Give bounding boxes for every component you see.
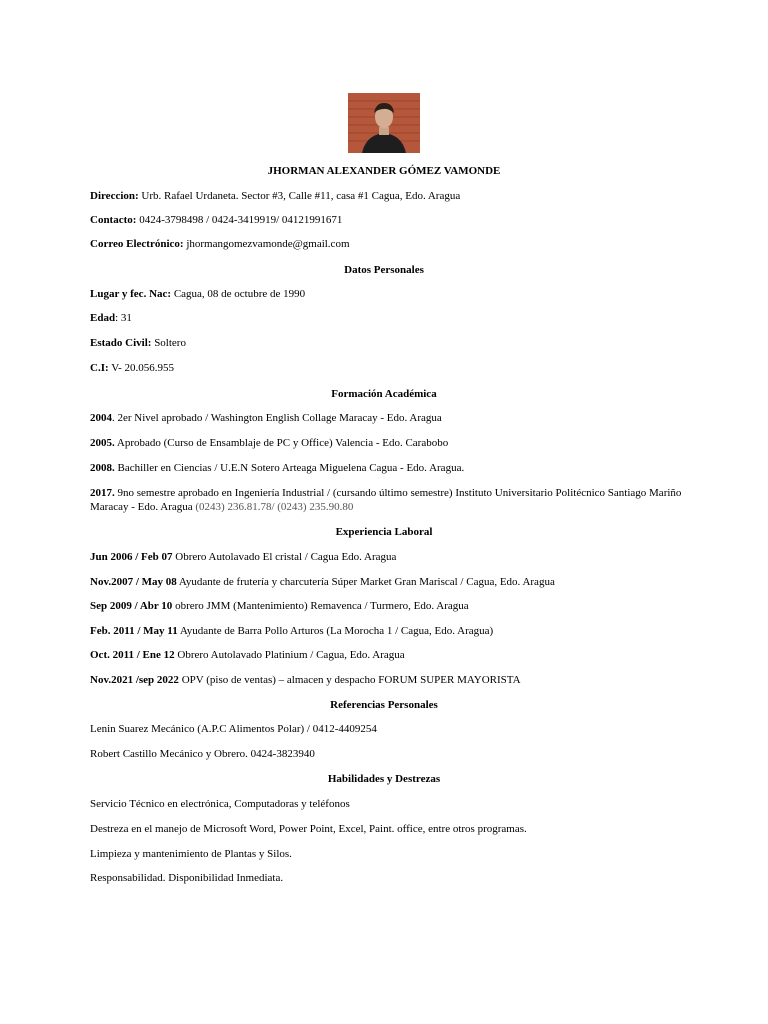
education-text: Bachiller en Ciencias / U.E.N Sotero Arteaga Miguelena Cagua - Edo. Aragua.: [114, 462, 465, 474]
education-year: 2008.: [90, 462, 115, 474]
contact-line: [90, 213, 690, 227]
email-line: [90, 237, 690, 251]
age-line: [90, 311, 690, 325]
address-value: Urb. Rafael Urdaneta. Sector #3, Calle #11, casa #1 Cagua, Edo. Aragua: [138, 190, 461, 202]
age-label: Edad: [90, 312, 116, 324]
address-line: [90, 189, 690, 203]
experience-text: obrero JMM (Mantenimiento) Remavenca / Turmero, Edo. Aragua: [172, 600, 469, 612]
ci-value: V- 20.056.955: [108, 362, 175, 374]
age-value: : 31: [115, 312, 132, 324]
profile-photo: [348, 93, 420, 153]
contact-label: Contacto:: [90, 214, 137, 226]
experience-period: Jun 2006 / Feb 07: [90, 551, 173, 563]
birth-line: [90, 287, 690, 301]
civil-status-value: Soltero: [151, 337, 186, 349]
reference-item: Robert Castillo Mecánico y Obrero. 0424-3823940: [90, 748, 315, 760]
experience-item: [90, 624, 690, 638]
section-title-references: Referencias Personales: [330, 699, 438, 711]
experience-item: [90, 550, 690, 564]
reference-item: Lenin Suarez Mecánico (A.P.C Alimentos Polar) / 0412-4409254: [90, 723, 377, 735]
experience-period: Oct. 2011 / Ene 12: [90, 649, 175, 661]
birth-label: Lugar y fec. Nac:: [90, 288, 172, 300]
birth-value: Cagua, 08 de octubre de 1990: [171, 288, 306, 300]
experience-text: Obrero Autolavado El cristal / Cagua Edo. Aragua: [172, 551, 397, 563]
education-year: 2017.: [90, 487, 115, 499]
experience-period: Nov.2007 / May 08: [90, 576, 177, 588]
email-value: jhormangomezvamonde@gmail.com: [183, 238, 350, 250]
experience-item: [90, 673, 690, 687]
experience-text: Ayudante de Barra Pollo Arturos (La Morocha 1 / Cagua, Edo. Aragua): [177, 625, 494, 637]
experience-period: Feb. 2011 / May 11: [90, 625, 178, 637]
education-item: [90, 436, 690, 450]
education-text: 9no semestre aprobado en Ingeniería Industrial / (cursando último semestre) Instituto Universitario Politécnico Santiago Mariño Maracay - Edo. Aragua: [90, 487, 682, 513]
experience-text: Ayudante de frutería y charcutería Súper Market Gran Mariscal / Cagua, Edo. Aragua: [176, 576, 555, 588]
section-title-skills: Habilidades y Destrezas: [327, 773, 441, 785]
education-text: Aprobado (Curso de Ensamblaje de PC y Office) Valencia - Edo. Carabobo: [114, 437, 449, 449]
education-phone: (0243) 236.81.78/ (0243) 235.90.80: [195, 501, 354, 513]
skill-item: Limpieza y mantenimiento de Plantas y Silos.: [90, 848, 292, 860]
section-title-personal: Datos Personales: [344, 264, 424, 276]
education-year: 2004: [90, 412, 112, 424]
email-label: Correo Electrónico:: [90, 238, 184, 250]
experience-item: [90, 575, 690, 589]
ci-label: C.I:: [90, 362, 109, 374]
civil-status-line: [90, 336, 690, 350]
experience-period: Nov.2021 /sep 2022: [90, 674, 179, 686]
education-text: . 2er Nivel aprobado / Washington English Collage Maracay - Edo. Aragua: [112, 412, 442, 424]
section-title-experience: Experiencia Laboral: [335, 526, 433, 538]
education-item: [90, 461, 690, 475]
ci-line: [90, 361, 690, 375]
skill-item: Servicio Técnico en electrónica, Computadoras y teléfonos: [90, 798, 350, 810]
address-label: Direccion:: [90, 190, 139, 202]
experience-period: Sep 2009 / Abr 10: [90, 600, 173, 612]
experience-item: [90, 648, 690, 662]
candidate-name: JHORMAN ALEXANDER GÓMEZ VAMONDE: [267, 165, 501, 177]
education-year: 2005.: [90, 437, 115, 449]
contact-value: 0424-3798498 / 0424-3419919/ 04121991671: [136, 214, 343, 226]
experience-text: Obrero Autolavado Platinium / Cagua, Edo. Aragua: [174, 649, 405, 661]
skill-item: Responsabilidad. Disponibilidad Inmediata.: [90, 872, 284, 884]
section-title-education: Formación Académica: [331, 388, 437, 400]
experience-text: OPV (piso de ventas) – almacen y despacho FORUM SUPER MAYORISTA: [178, 674, 521, 686]
education-item: [90, 486, 690, 514]
civil-status-label: Estado Civil:: [90, 337, 152, 349]
skill-item: Destreza en el manejo de Microsoft Word, Power Point, Excel, Paint. office, entre otros programas.: [90, 823, 527, 835]
experience-item: [90, 599, 690, 613]
education-item: [90, 411, 690, 425]
